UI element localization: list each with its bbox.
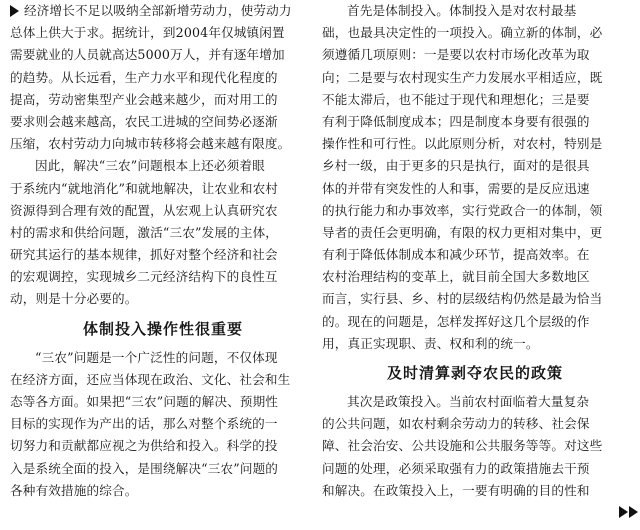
text-line: 研究其运行的基本规律，抓好对整个经济和社会 <box>10 247 278 263</box>
text-line: 经济增长不足以吸纳全部新增劳动力，使劳动力 <box>24 3 292 18</box>
text-line: 操作性和可行性。以此原则分析，对农村，特别是 <box>322 136 603 152</box>
text-line: 入是系统全面的投入，是围绕解决“三农”问题的 <box>10 460 279 476</box>
arrow-marker-icon <box>619 506 628 518</box>
text-line: 体的并带有突发性的人和事，需要的是反应迅速 <box>322 180 590 196</box>
text-line: 的趋势。从长远看，生产力水平和现代化程度的 <box>10 69 278 85</box>
text-line: 础，也最具决定性的一项投入。确立新的体制，必 <box>322 25 603 41</box>
text-line: 总体上供大于求。据统计，到2004年仅城镇闲置 <box>10 25 285 41</box>
text-line: “三农”问题是一个广泛性的问题，不仅体现 <box>35 349 278 365</box>
right-para-2 <box>322 391 628 502</box>
right-para-1 <box>322 0 628 355</box>
left-para-3 <box>10 347 316 502</box>
text-line: 各种有效措施的综合。 <box>10 482 138 498</box>
left-para-1-cont <box>10 22 316 155</box>
text-line: 乡村一级，由于更多的只是执行，面对的是很具 <box>322 158 590 174</box>
text-line: 用，真正实现职、责、权和利的统一。 <box>322 335 539 351</box>
text-line: 态等各方面。如果把“三农”问题的解决、预期性 <box>10 394 279 409</box>
text-line: 农村治理结构的变革上，就目前全国大多数地区 <box>322 269 590 285</box>
text-line: 导者的责任会更明确，有限的权力更相对集中，更 <box>322 224 603 240</box>
section-heading: 及时清算剥夺农民的政策 <box>386 364 563 382</box>
text-line: 的宏观调控，实现城乡二元经济结构下的良性互 <box>10 269 278 285</box>
arrow-marker-icon <box>629 506 638 518</box>
text-line: 因此，解决“三农”问题根本上还必须着眼 <box>35 158 265 174</box>
arrow-marker-icon <box>10 5 19 17</box>
left-para-2 <box>10 155 316 310</box>
text-line: 于系统内“就地消化”和就地解决，让农业和农村 <box>10 180 279 196</box>
text-line: 压缩，农村劳动力向城市转移将会越来越有限度。 <box>10 136 291 152</box>
text-line: 和解决。在政策投入上，一要有明确的目的性和 <box>322 482 590 498</box>
text-line: 动，则是十分必要的。 <box>10 291 138 307</box>
text-line: 而言，实行县、乡、村的层级结构仍然是最为恰当 <box>322 291 603 307</box>
text-line: 的执行能力和办事效率，实行党政合一的体制，领 <box>322 202 603 218</box>
text-line: 首先是体制投入。体制投入是对农村最基 <box>347 3 577 18</box>
text-line: 切努力和贡献都应视之为供给和投入。科学的投 <box>10 438 278 454</box>
text-line: 问题的处理，必须采取强有力的政策措施去干预 <box>322 460 590 476</box>
text-line: 目标的实现作为产出的话，那么对整个系统的一 <box>10 416 278 432</box>
right-column <box>322 0 628 502</box>
text-line: 有利于降低制度成本；四是制度本身要有很强的 <box>322 113 590 129</box>
text-line: 的。现在的问题是，怎样发挥好这几个层级的作 <box>322 313 590 329</box>
text-line: 在经济方面，还应当体现在政治、文化、社会和生 <box>10 371 291 387</box>
left-column <box>10 0 316 502</box>
text-line: 其次是政策投入。当前农村面临着大量复杂 <box>347 394 590 409</box>
text-line: 不能太滞后，也不能过于现代和理想化；三是要 <box>322 91 590 107</box>
left-para-1 <box>10 0 316 22</box>
text-line: 须遵循几项原则：一是要以农村市场化改革为取 <box>322 47 590 63</box>
text-line: 障、社会治安、公共设施和公共服务等等。对这些 <box>322 438 603 454</box>
text-line: 的公共问题，如农村剩余劳动力的转移、社会保 <box>322 416 590 432</box>
text-line: 村的需求和供给问题，激活“三农”发展的主体， <box>10 224 279 240</box>
text-line: 资源得到合理有效的配置，从宏观上认真研究农 <box>10 202 278 218</box>
section-heading: 体制投入操作性很重要 <box>82 319 243 338</box>
text-line: 要求则会越来越高，农民工进城的空间势必逐渐 <box>10 113 278 129</box>
text-line: 有利于降低体制成本和减少环节，提高效率。在 <box>322 247 590 263</box>
text-line: 向；二是要与农村现实生产力发展水平相适应，既 <box>322 69 603 85</box>
text-line: 需要就业的人员就高达5000万人，并有逐年增加 <box>10 47 285 63</box>
text-line: 提高，劳动密集型产业会越来越少，而对用工的 <box>10 91 278 107</box>
